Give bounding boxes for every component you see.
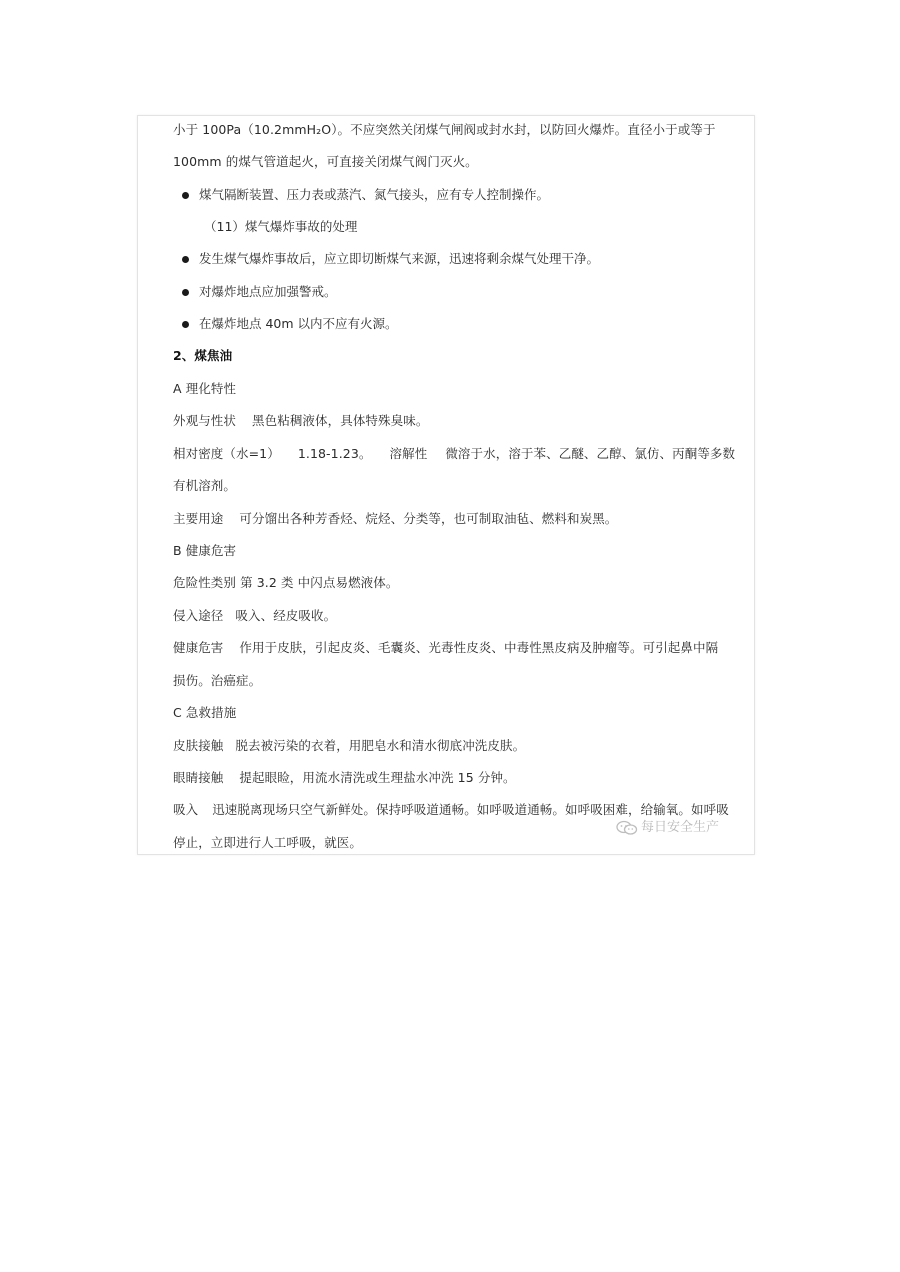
- bullet-dot-icon: [182, 289, 189, 296]
- bullet-text: 煤气隔断装置、压力表或蒸汽、氮气接头，应有专人控制操作。: [199, 187, 550, 202]
- text-line: 小于 100Pa（10.2mmH₂O）。不应突然关闭煤气闸阀或封水封，以防回火爆炸。直径小于或等于: [173, 122, 716, 137]
- text-line: 停止，立即进行人工呼吸，就医。: [173, 835, 363, 850]
- property-label: 外观与性状: [173, 413, 237, 428]
- watermark: [616, 819, 719, 837]
- property-row: [173, 510, 617, 528]
- property-row: [173, 607, 336, 625]
- bullet-item: [199, 315, 398, 333]
- property-row: [173, 737, 525, 755]
- wechat-icon: [616, 820, 638, 836]
- property-value: 1.18-1.23。: [297, 446, 372, 461]
- property-value: 微溶于水，溶于苯、乙醚、乙醇、氯仿、丙酮等多数: [445, 446, 736, 461]
- property-label: 主要用途: [173, 511, 224, 526]
- watermark-text: 每日安全生产: [641, 820, 720, 835]
- text-line: 损伤。治癌症。: [173, 673, 262, 688]
- document-page: [137, 115, 755, 855]
- bullet-text: 发生煤气爆炸事故后，应立即切断煤气来源，迅速将剩余煤气处理干净。: [199, 251, 600, 266]
- property-label: 相对密度（水=1）: [173, 446, 280, 461]
- property-value: 作用于皮肤，引起皮炎、毛囊炎、光毒性皮炎、中毒性黑皮病及肿瘤等。可引起鼻中隔: [239, 640, 719, 655]
- section-heading: 2、煤焦油: [173, 348, 233, 363]
- subsection-title: C 急救措施: [173, 705, 237, 720]
- bullet-dot-icon: [182, 321, 189, 328]
- property-label: 侵入途径: [173, 608, 224, 623]
- property-label: 皮肤接触: [173, 738, 224, 753]
- property-value: 提起眼睑，用流水清洗或生理盐水冲洗 15 分钟。: [239, 770, 516, 785]
- property-row: [173, 801, 729, 819]
- property-value: 迅速脱离现场只空气新鲜处。保持呼吸道通畅。如呼吸道通畅。如呼吸困难，给输氧。如呼吸: [212, 802, 729, 817]
- text-line: 100mm 的煤气管道起火，可直接关闭煤气阀门灭火。: [173, 154, 478, 169]
- bullet-item: [199, 283, 337, 301]
- property-row: [173, 445, 735, 463]
- property-row: [173, 639, 718, 657]
- text-line: 危险性类别 第 3.2 类 中闪点易燃液体。: [173, 575, 399, 590]
- property-label: 眼睛接触: [173, 770, 224, 785]
- property-label: 溶解性: [389, 446, 428, 461]
- property-row: [173, 769, 516, 787]
- property-value: 吸入、经皮吸收。: [235, 608, 337, 623]
- property-value: 可分馏出各种芳香烃、烷烃、分类等，也可制取油毡、燃料和炭黑。: [239, 511, 618, 526]
- property-value: 黑色粘稠液体，具体特殊臭味。: [252, 413, 429, 428]
- subsection-heading: （11）煤气爆炸事故的处理: [204, 219, 358, 234]
- bullet-text: 在爆炸地点 40m 以内不应有火源。: [199, 316, 398, 331]
- bullet-dot-icon: [182, 256, 189, 263]
- text-line: 有机溶剂。: [173, 478, 237, 493]
- bullet-item: [199, 250, 599, 268]
- property-value: 脱去被污染的衣着，用肥皂水和清水彻底冲洗皮肤。: [235, 738, 526, 753]
- bullet-dot-icon: [182, 192, 189, 199]
- property-label: 健康危害: [173, 640, 224, 655]
- bullet-text: 对爆炸地点应加强警戒。: [199, 284, 337, 299]
- property-label: 吸入: [173, 802, 199, 817]
- bullet-item: [199, 186, 549, 204]
- subsection-title: B 健康危害: [173, 543, 237, 558]
- property-row: [173, 412, 428, 430]
- subsection-title: A 理化特性: [173, 381, 237, 396]
